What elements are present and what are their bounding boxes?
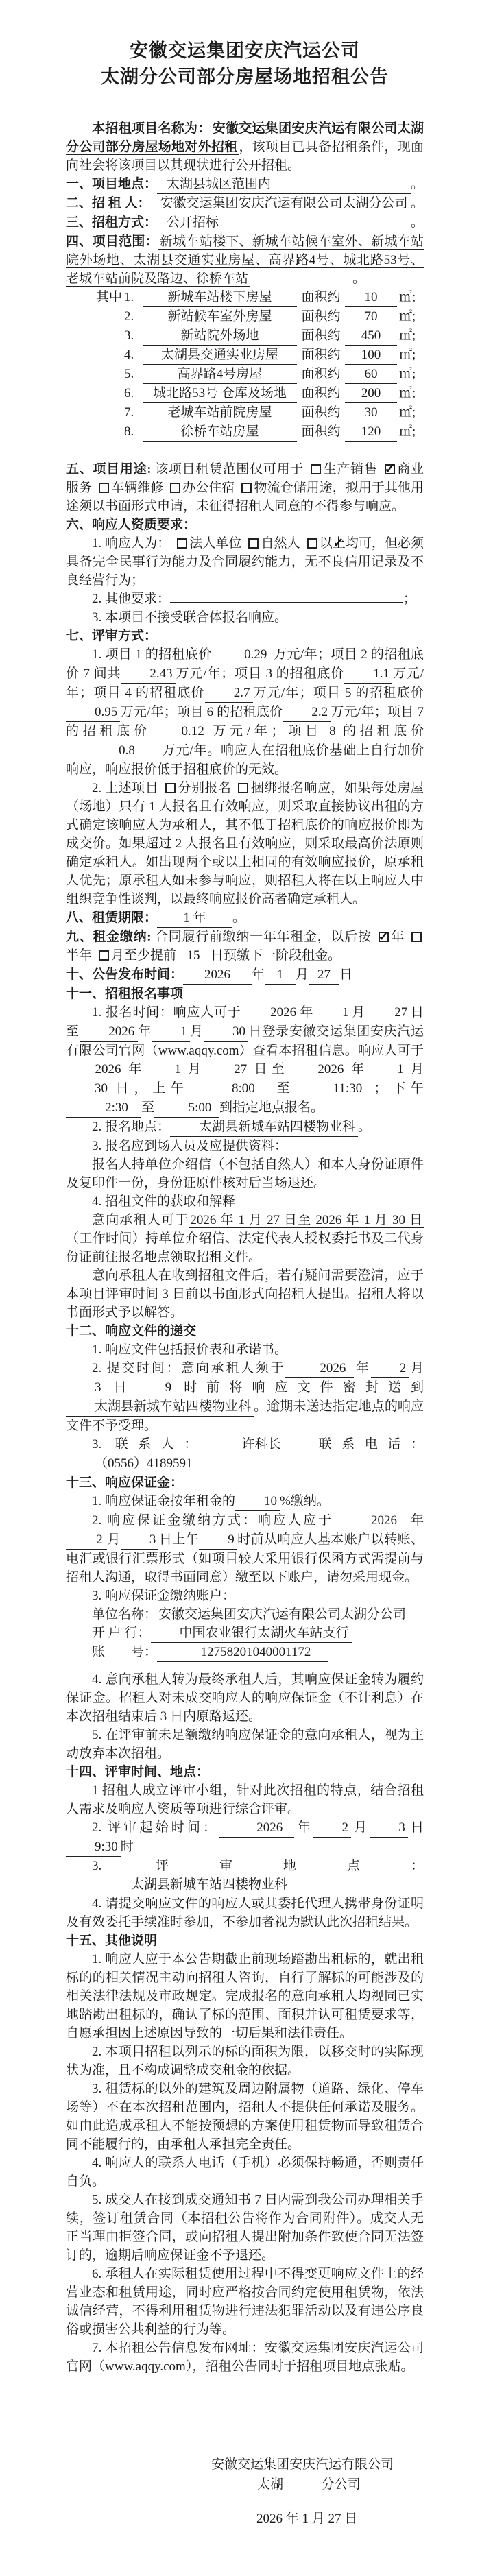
deposit-percent-value: 10 <box>235 1492 280 1511</box>
area-value: 10 <box>345 288 397 307</box>
phone-label: 联系电话： <box>309 1437 424 1452</box>
lessor-value: 安徽交运集团安庆汽运有限公司太湖分公司 <box>151 194 411 213</box>
section-11-item-4a <box>66 1211 424 1266</box>
project-name-value: 安徽交运集团安庆汽运有限公司太湖分公司部分房屋场地对外招租 <box>66 121 424 154</box>
section-14-item-4: 4. 请提交响应文件的响应人或其委托代理人携带身份证明及有效委托手续准时参加，不参加者视为默认此次招租结果。 <box>66 1897 424 1929</box>
text-run: 万元/年；项目 5 的招租底价 <box>252 686 424 700</box>
text-run: 月 <box>351 1005 366 1020</box>
project-item-row <box>96 346 424 365</box>
section-11-item-3a: 报名人持单位介绍信（不包括自然人）和本人身份证原件及复印件一份，身份证原件核对后当场退还。 <box>66 1157 424 1190</box>
blank-value: 2026 <box>219 1818 294 1838</box>
area-label: 面积约 <box>301 309 341 324</box>
text-run: 年 <box>294 1820 313 1835</box>
option-label: 物流仓储 <box>254 481 307 495</box>
text-run: 至 <box>141 1100 155 1115</box>
text-run: 年 <box>252 967 265 982</box>
signature-block <box>66 2455 424 2528</box>
doc-pickup-pre: 意向承租人可于 <box>92 1213 189 1227</box>
other-requirements-label: 2. 其他要求： <box>92 592 171 606</box>
section-12-heading: 十二、响应文件的递交 <box>66 1324 197 1338</box>
intro-paragraph <box>66 119 424 175</box>
item-number: 8. <box>124 424 134 439</box>
text-run: 年 <box>299 1005 314 1020</box>
blank-value: 2026 <box>285 1359 354 1378</box>
phone-value: （0556）4189591 <box>66 1454 195 1473</box>
blank-value: 27 <box>365 1003 410 1022</box>
bank-value: 中国农业银行太湖火车站支行 <box>151 1624 352 1643</box>
checkbox-production-sales-icon <box>311 464 321 474</box>
blank-value: 1 <box>265 965 296 985</box>
text-run: 月 <box>296 967 309 982</box>
option-label: 月 <box>111 948 125 963</box>
checkbox-monthly-icon <box>99 950 109 961</box>
signup-mode-pre: 2. 上述项目 <box>92 781 159 795</box>
section-9-label: 九、租金缴纳: <box>66 930 152 944</box>
area-label: 面积约 <box>301 424 341 439</box>
section-1-label: 一、项目地点： <box>66 177 158 191</box>
blank-value: 3 <box>370 1818 408 1838</box>
section-13-item-3: 3. 响应保证金缴纳账户： <box>92 1589 236 1603</box>
usage-pre: 该项目租赁范围仅可用于 <box>155 462 304 477</box>
project-item-row <box>96 422 424 442</box>
section-15-item-7: 7. 本招租公告信息发布网址：安徽交运集团安庆汽运公司官网（www.aqqy.com），招租公告同时于招租项目地点张贴。 <box>66 2341 424 2374</box>
checkbox-vehicle-repair-icon <box>99 483 109 493</box>
blank-value: 1 <box>368 1060 407 1079</box>
section-7-heading: 七、评审方式： <box>66 629 158 643</box>
blank-value: 27 <box>205 1060 250 1079</box>
semicolon: ； <box>403 592 417 606</box>
contact-label: 3. 联系人： <box>92 1437 207 1452</box>
checkbox-yearly-icon <box>379 932 389 942</box>
area-label: 面积约 <box>301 328 341 343</box>
text-run: 日上午 <box>158 1532 200 1547</box>
account-number-label: 账 号： <box>92 1645 158 1659</box>
section-12-item-1: 1. 响应文件包括报价表和承诺书。 <box>92 1343 288 1357</box>
deposit-pre: 1. 响应保证金按年租金的 <box>92 1494 236 1508</box>
text-run: 万元/年；项目 2 的招租底价 7 间共 <box>66 647 424 681</box>
qualification-post: ，但必须具备完全民事行为能力及合同履约能力，无不良信用记录及不良经营行为； <box>66 536 424 588</box>
option-label: 半年 <box>66 948 93 963</box>
text-run: 2. 提交时间：意向承租人须于 <box>92 1361 286 1375</box>
blank-value: 2026 <box>66 1060 124 1079</box>
section-4-label: 四、项目范围： <box>66 234 158 249</box>
checkbox-natural-person-icon <box>248 538 259 549</box>
project-item-row <box>96 288 424 307</box>
usage-post: 用途，拟用于其他用途须以书面形式申请，未征得招租人同意的不得参与响应。 <box>66 481 424 514</box>
blank-value: 9 <box>199 1530 237 1550</box>
area-value: 60 <box>345 365 397 384</box>
item-name: 新城车站楼下房屋 <box>143 288 297 307</box>
section-15-heading: 十五、其他说明 <box>66 1934 158 1948</box>
area-unit: ㎡; <box>399 424 416 439</box>
text-run: 2. 评审起始时间： <box>92 1820 219 1835</box>
section-15-item-6: 6. 承租人在实际租赁使用过程中不得变更响应文件上的经营业态和租赁用途，同时应严格按合同约定使用租赁物，依法诚信经营，不得利用租赁物进行违法犯罪活动以及有违公序良俗或损害公共利益的行为等。 <box>66 2267 424 2337</box>
text-run: 万元/年；项目 3 的招租底价 <box>175 666 345 681</box>
doc-pickup-post: （工作时间）持单位介绍信、法定代表人授权委托书及二代身份证前往报名地点领取招租文件。 <box>66 1231 424 1264</box>
text-run: 月 <box>406 1062 424 1076</box>
signup-place-value: 太湖县新城车站四楼物业科 <box>170 1118 358 1137</box>
publish-date-runs <box>183 967 352 982</box>
section-6-item-2 <box>66 590 424 608</box>
checkbox-legal-entity-icon <box>177 538 187 549</box>
checkbox-either-icon <box>307 538 317 549</box>
blank-value: 2:30 <box>66 1098 141 1118</box>
blank-value: 5:00 <box>154 1098 219 1118</box>
section-12-item-2 <box>66 1359 424 1435</box>
blank-value: 3 <box>66 1378 104 1397</box>
item-name: 高界路4号房屋 <box>143 365 297 384</box>
option-label: 自然人 <box>261 536 300 551</box>
section-2-lessor <box>66 194 424 213</box>
signature-company: 安徽交运集团安庆汽运有限公司 <box>211 2457 394 2472</box>
blank-value: 2026 <box>289 1060 347 1079</box>
text-run: 日 <box>339 967 353 982</box>
section-11-item-4: 4. 招租文件的获取和解释 <box>92 1194 236 1209</box>
text-run: 日 <box>104 1380 136 1395</box>
section-13-heading: 十三、响应保证金： <box>66 1476 184 1490</box>
area-unit: ㎡; <box>399 309 416 324</box>
section-5-label: 五、项目用途: <box>66 462 152 477</box>
section-7-item-1 <box>66 645 424 779</box>
item-number: 7. <box>124 405 134 420</box>
period: 。 <box>410 196 424 210</box>
text-run: 至 <box>271 1081 296 1096</box>
qualification-pre: 1. 响应人为： <box>92 536 171 551</box>
section-14-item-1: 1 招租人成立评审小组，针对此次招租的特点，结合招租人需求及响应人资质等项进行综合评审。 <box>66 1783 424 1816</box>
branch-suffix: 分公司 <box>318 2477 361 2492</box>
review-place-value: 太湖县新城车站四楼物业科 <box>66 1875 326 1894</box>
area-value: 450 <box>345 326 397 346</box>
method-value: 公开招标 <box>157 213 411 232</box>
period: 。 <box>352 272 366 286</box>
period: 。 <box>358 1120 372 1134</box>
area-value: 200 <box>345 384 397 403</box>
area-unit: ㎡; <box>399 367 416 381</box>
text-run: 月 <box>351 1820 370 1835</box>
checkbox-office-lodging-icon <box>170 483 180 493</box>
items-prefix: 其中 <box>96 290 123 304</box>
text-run: 万元/年；项目 4 的招租底价 <box>66 666 424 700</box>
doc-pickup-dates: 2026 年 1 月 27 日至 2026 年 1 月 30 日 <box>190 1213 422 1227</box>
text-run: ；下午 <box>374 1081 424 1096</box>
area-value: 120 <box>345 422 397 442</box>
area-value: 100 <box>345 346 397 365</box>
section-8-term <box>66 908 424 928</box>
text-run: 日，上午 <box>110 1081 189 1096</box>
section-5-usage <box>66 460 424 516</box>
area-label: 面积约 <box>301 290 341 304</box>
blank-value: 2 <box>313 1818 352 1838</box>
item-number: 2. <box>124 309 134 324</box>
section-15-item-1: 1. 响应人应于本公告期截止前现场踏勘出租标的，就出租标的的相关情况主动向招租人咨询，自行了解标的可能涉及的相关法律法规及市政规定。完成报名的意向承租人均视同已实地踏勘出租标的，确认了标的范围、面积并认可租赁要求等，自愿承担因上述原因导致的一切后果和法律责任。 <box>66 1952 424 2041</box>
blank-value: 1 <box>145 1060 184 1079</box>
rent-pre: 合同履行前缴纳一年年租金，以后按 <box>155 930 372 944</box>
area-unit: ㎡; <box>399 290 416 304</box>
text-run: 1. 报名时间：响应人可于 <box>92 1005 241 1020</box>
scope-value: 新城车站楼下、新城车站候车室外、新城车站院外场地、太湖县交通实业房屋、高界路4号、城北路53号、老城车站前院及路边、徐桥车站 <box>66 234 424 286</box>
project-item-row <box>96 384 424 403</box>
item-number: 1. <box>124 290 134 304</box>
blank-value: 8:00 <box>189 1079 272 1098</box>
blank-value: 0.8 <box>66 741 162 760</box>
section-9-rent-payment <box>66 928 424 965</box>
other-requirements-blank <box>170 602 403 603</box>
period: 。 <box>410 177 424 191</box>
text-run: 年 <box>124 1062 146 1076</box>
text-run: 年 <box>354 1361 371 1375</box>
section-6-heading: 六、响应人资质要求： <box>66 518 197 532</box>
section-3-label: 三、招租方式： <box>66 215 158 230</box>
item-name: 徐桥车站房屋 <box>143 422 297 442</box>
item-number: 4. <box>124 348 134 362</box>
section-7-item-2 <box>66 779 424 908</box>
text-run: 。逾期未送达指定地点的响应文件不予受理。 <box>66 1399 424 1433</box>
signup-place-label: 2. 报名地点： <box>92 1120 171 1134</box>
item-name: 城北路53号 仓库及场地 <box>143 384 297 403</box>
bank-label: 开 户 行： <box>92 1626 151 1640</box>
intro-rest: ，该项目已具备招租条件，现面向社会将该项目以其现状进行公开招租。 <box>66 140 424 173</box>
blank-value: 2.2 <box>283 703 331 722</box>
section-15-item-2: 2. 本项目招租以列示的标的面积为限，以移交时的实际现状为准，且不构成调整成交租金的依据。 <box>66 2045 424 2078</box>
blank-value: 3 <box>121 1530 159 1550</box>
section-11-item-3: 3. 报名应到场人员及应提供资料： <box>92 1139 288 1153</box>
branch-name-value: 太湖 <box>222 2475 318 2494</box>
text-run: 时 <box>120 1840 134 1854</box>
rent-post: 日预缴下一阶段租金。 <box>211 948 341 963</box>
intro-lead: 本招租项目名称为： <box>92 121 211 136</box>
text-run: 日至 <box>66 1005 424 1039</box>
doc-title-line1: 安徽交运集团安庆汽运公司 <box>130 40 360 62</box>
period: 。 <box>232 911 246 925</box>
text-run: 月 <box>183 1062 206 1076</box>
area-value: 70 <box>345 307 397 326</box>
text-run: 月 <box>189 1024 204 1039</box>
blank-value: 2026 <box>183 965 252 985</box>
section-13-item-1 <box>66 1492 424 1511</box>
blank-value: 30 <box>66 1079 110 1098</box>
text-run: 到指定地点报名。 <box>219 1100 324 1115</box>
blank-value: 1.1 <box>344 664 392 684</box>
area-label: 面积约 <box>301 348 341 362</box>
project-item-row <box>96 307 424 326</box>
text-run: 时前将响应文件密封送到 <box>174 1380 424 1395</box>
section-10-label: 十、公告发布时间： <box>66 967 184 982</box>
item-name: 老城车站前院房屋 <box>143 403 297 422</box>
text-run: 年 <box>408 1513 424 1528</box>
option-label: 分别报名 <box>178 781 232 795</box>
checkbox-commercial-service-icon <box>385 464 395 474</box>
item-number: 3. <box>124 328 134 343</box>
blank-value: 2 <box>66 1530 107 1550</box>
item-number: 6. <box>124 386 134 400</box>
item-number: 5. <box>124 367 134 381</box>
section-12-item-3 <box>66 1435 424 1473</box>
text-run: 1. 项目 1 的招租底价 <box>92 647 212 662</box>
blank-value: 0.95 <box>66 703 120 722</box>
section-15-item-4: 4. 响应人的联系人电话（手机）必须保持畅通，否则责任自负。 <box>66 2156 424 2189</box>
section-6-item-1 <box>66 534 424 590</box>
rent-mid: 至少提前 <box>124 948 177 963</box>
section-4-scope <box>66 232 424 288</box>
account-number-line <box>66 1643 424 1662</box>
checkbox-bundled-signup-icon <box>238 783 248 793</box>
location-value: 太湖县城区范围内 <box>157 175 411 194</box>
option-label: 捆绑报名 <box>250 781 304 795</box>
area-value: 30 <box>345 403 397 422</box>
section-15-item-3: 3. 租赁标的以外的建筑及周边附属物（道路、绿化、停车场等）不在本次招租范围内，招租人不提供任何承诺及服务。如由此造成承租人不能按预想的方案使用租赁物而导致租赁合同不能履行的，由承租人承担完全责任。 <box>66 2082 424 2152</box>
option-label: 生产销售 <box>322 462 378 477</box>
text-run: 年 <box>137 1024 152 1039</box>
blank-value: 2026 <box>241 1003 300 1022</box>
text-run: 万元/年；项目 6 的招租底价 <box>120 705 283 719</box>
blank-value: 0.29 <box>212 645 274 664</box>
area-unit: ㎡; <box>399 405 416 420</box>
blank-value: 9 <box>136 1378 175 1397</box>
section-2-label: 二、招 租 人： <box>66 196 151 210</box>
area-label: 面积约 <box>301 386 341 400</box>
section-13-item-4: 4. 意向承租人转为最终承租人后，其响应保证金转为履约保证金。招租人对未成交响应人的响应保证金（不计利息）在本次招租结束后 3 日内原路返还。 <box>66 1672 424 1724</box>
section-14-item-2 <box>66 1818 424 1857</box>
section-14-item-3 <box>66 1857 424 1894</box>
deposit-post: %缴纳。 <box>280 1494 330 1508</box>
doc-title-line2: 太湖分公司部分房屋场地招租公告 <box>101 67 389 88</box>
section-3-method <box>66 213 424 232</box>
blank-value: 2 <box>371 1359 409 1378</box>
project-item-row <box>96 365 424 384</box>
project-item-row <box>96 326 424 346</box>
text-run: 2. 响应保证金缴纳方式：响应人应于 <box>92 1513 333 1528</box>
checkbox-half-year-icon <box>411 932 422 942</box>
text-run: 月 <box>409 1361 424 1375</box>
section-15-item-5: 5. 成交人在接到成交通知书 7 日内需到我公司办理相关手续，签订租赁合同（本招租公告将作为合同附件）。成交人无正当理由拒签合同，或向招租人提出附加条件致使合同无法签订的，逾期后响应保证金不予退还。 <box>66 2193 424 2263</box>
area-label: 面积约 <box>301 367 341 381</box>
review-place-label: 3. 评审地点： <box>92 1859 424 1873</box>
checkbox-separate-signup-icon <box>165 783 176 793</box>
option-label: 车辆维修 <box>111 481 164 495</box>
area-unit: ㎡; <box>399 328 416 343</box>
blank-value: 11:30 <box>295 1079 374 1098</box>
option-label: 办公住宿 <box>182 481 235 495</box>
lease-term-value: 1 年 <box>157 908 232 928</box>
text-run: 月 <box>107 1532 121 1547</box>
section-11-item-2 <box>66 1118 424 1137</box>
section-6-item-3: 3. 本项目不接受联合体报名响应。 <box>92 610 288 625</box>
item-name: 太湖县交通实业房屋 <box>143 346 297 365</box>
section-11-heading: 十一、招租报名事项 <box>66 987 184 1001</box>
account-holder-line <box>66 1605 424 1624</box>
signature-date: 2026 年 1 月 27 日 <box>256 2512 358 2526</box>
blank-value: 9:30 <box>66 1838 121 1857</box>
item-name: 新站院外场地 <box>143 326 297 346</box>
blank-value: 2.7 <box>205 684 253 703</box>
account-holder-label: 单位名称： <box>92 1607 158 1622</box>
text-run: 年 <box>346 1062 369 1076</box>
area-unit: ㎡; <box>399 386 416 400</box>
blank-value: 2.43 <box>121 664 175 684</box>
text-run: 万元/年；项目 7 的招租底价 <box>66 705 424 738</box>
advance-days-value: 15 <box>176 946 211 965</box>
section-13-item-5: 5. 在评审前未足额缴纳响应保证金的意向承租人，视为主动放弃本次招租。 <box>66 1728 424 1761</box>
text-run: 日至 <box>250 1062 289 1076</box>
blank-value: 30 <box>204 1022 248 1042</box>
section-10-publish-date <box>66 965 424 985</box>
blank-value: 1 <box>152 1022 190 1042</box>
section-1-location <box>66 175 424 194</box>
checkbox-logistics-storage-icon <box>241 483 252 493</box>
text-run: 万元/年。响应人在招租底价基础上自行加价响应，响应报价低于招租底价的无效。 <box>66 743 424 777</box>
text-run: 日登录安徽交运集团安庆汽运有限公司官网（www.aqqy.com）查看本招租信息。响应人可于 <box>66 1024 424 1058</box>
text-run: 日 <box>407 1820 424 1835</box>
period: 。 <box>410 215 424 230</box>
account-number-value: 12758201040001172 <box>157 1643 328 1662</box>
option-label: 商业服务 <box>66 462 424 495</box>
section-8-label: 八、租赁期限： <box>66 911 158 925</box>
account-holder-value: 安徽交运集团安庆汽运有限公司太湖分公司 <box>158 1607 407 1622</box>
option-label: 年 <box>390 930 405 944</box>
text-run: 时前从响应人基本账户以转账、电汇或银行汇票形式（如项目较大采用银行保函方式需提前与招租人沟通，取得书面同意）缴至以下账户，请勿采用现金。 <box>66 1532 424 1585</box>
blank-value: 27 <box>309 965 339 985</box>
option-label: 以上均可 <box>319 536 372 551</box>
section-13-item-2 <box>66 1511 424 1587</box>
area-label: 面积约 <box>301 405 341 420</box>
section-11-item-4b: 意向承租人在收到招租文件后，若有疑问需要澄清，应于本项目评审时间 3 日前以书面形式向招租人提出。招租人将以书面形式予以解答。 <box>66 1268 424 1320</box>
blank-value: 太湖县新城车站四楼物业科 <box>66 1397 254 1417</box>
contact-name-value: 许科长 <box>207 1435 289 1454</box>
blank-value: 0.12 <box>151 722 209 741</box>
project-item-row <box>96 403 424 422</box>
section-14-heading: 十四、评审时间、地点： <box>66 1765 210 1779</box>
signature-branch-line <box>66 2475 424 2494</box>
option-label: 法人单位 <box>189 536 242 551</box>
area-unit: ㎡; <box>399 348 416 362</box>
item-name: 新站候车室外房屋 <box>143 307 297 326</box>
section-11-item-1 <box>66 1003 424 1118</box>
blank-value: 2026 <box>333 1511 409 1530</box>
bank-line <box>66 1624 424 1643</box>
signup-mode-post: 响应，如果每处房屋（场地）只有 1 人报名且有效响应，则采取直接协议出租的方式确定该响应人为承租人，其不低于招租底价的响应报价即为成交价。如果超过 2 人报名且有效响应，则采取最高价法原则确定承租人。如出现两个或以上相同的有效响应报价，原承租人优先；原承租人如未参与响应，则招租人将在以上响应人中组织竞争性谈判，以最终响应报价高者确定承租人。 <box>66 781 424 906</box>
blank-value: 1 <box>313 1003 352 1022</box>
text-run: 万元/年；项目 8 的招租底价 <box>208 724 424 738</box>
blank-value: 2026 <box>80 1022 138 1042</box>
